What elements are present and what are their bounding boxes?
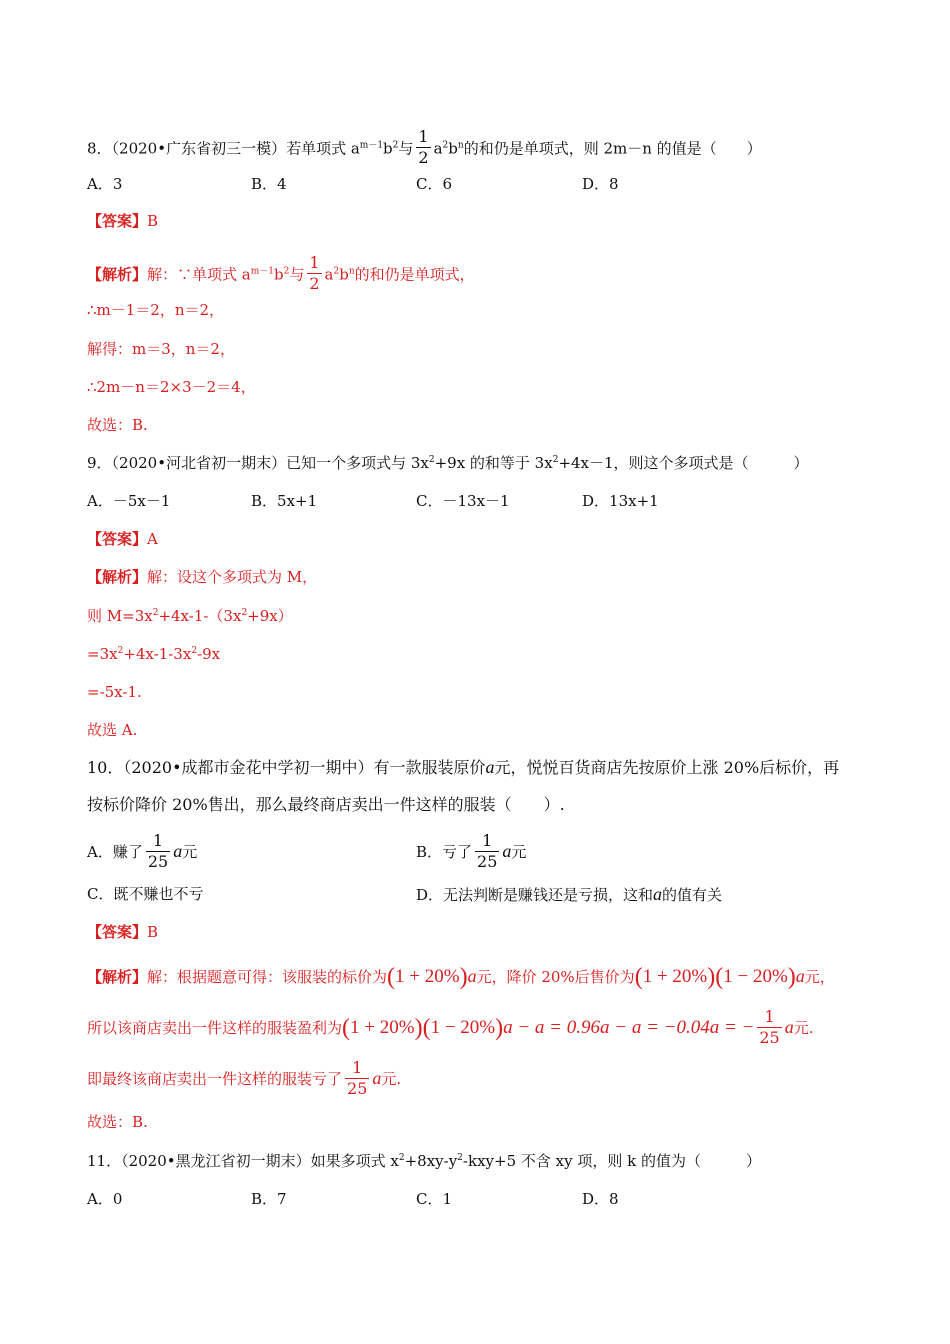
q10-option-d: D．无法判断是赚钱还是亏损，这和a的值有关 bbox=[416, 884, 723, 904]
q8-analysis: 【解析】解：∵单项式 $a^{m-1}b^2$与 $\frac{1}{2}$ $a^2b^n$的和仍是单项式， bbox=[87, 253, 475, 293]
q8-step-2: 解得：m＝3，n＝2， bbox=[87, 340, 235, 358]
q8-step-3: ∴2m－n＝2×3－2＝4， bbox=[87, 378, 256, 396]
q9-option-b: B．5x+1 bbox=[251, 492, 318, 510]
q8-option-c: C．6 bbox=[416, 175, 453, 193]
q10-option-a: A．赚了 $\frac{1}{25}$ a元 bbox=[87, 830, 198, 871]
q10-option-b: B．亏了 $\frac{1}{25}$ a元 bbox=[416, 830, 527, 871]
q8-option-d: D．8 bbox=[582, 175, 619, 193]
q11-option-a: A．0 bbox=[87, 1190, 123, 1208]
q10-analysis-line3: 即最终该商店卖出一件这样的服装亏了 $\frac{1}{25}$ a元. bbox=[87, 1057, 402, 1098]
q10-stem-line2: 按标价降价 20%售出，那么最终商店卖出一件这样的服装（ ）. bbox=[87, 795, 565, 814]
q11-option-b: B．7 bbox=[251, 1190, 287, 1208]
q11-option-c: C．1 bbox=[416, 1190, 453, 1208]
q10-option-c: C．既不赚也不亏 bbox=[87, 885, 204, 903]
q8-answer: 【答案】B bbox=[87, 212, 159, 230]
q9-option-c: C．－13x－1 bbox=[416, 492, 510, 510]
q9-option-a: A．－5x－1 bbox=[87, 492, 171, 510]
q9-analysis: 【解析】解：设这个多项式为 M， bbox=[87, 568, 318, 586]
q9-step-1: 则 $M=3x^2+4x-1-(3x^2+9x)$ bbox=[87, 607, 293, 625]
q11-stem: 11．（2020•黑龙江省初一期末）如果多项式 $x^2+8xy-y^2-kxy+5$ 不含 xy 项，则 k 的值为（ ） bbox=[87, 1152, 761, 1170]
q8-option-a: A．3 bbox=[87, 175, 123, 193]
q8-stem: 8．（2020•广东省初三一模）若单项式 $a^{m-1}b^2$与 $\frac{1}{2}$ $a^2b^n$的和仍是单项式，则 2m－n 的值是（ ） bbox=[87, 127, 762, 167]
q10-answer: 【答案】B bbox=[87, 923, 159, 941]
q8-option-b: B．4 bbox=[251, 175, 287, 193]
q9-conclusion: 故选 A. bbox=[87, 721, 138, 739]
q8-step-1: ∴m－1＝2，n＝2， bbox=[87, 301, 225, 319]
q9-option-d: D．13x+1 bbox=[582, 492, 659, 510]
q9-step-2: $=3x^2+4x-1-3x^2-9x$ bbox=[87, 645, 221, 663]
q10-analysis-line2: 所以该商店卖出一件这样的服装盈利为(1 + 20%)(1 − 20%)a − a = 0.96a − a = −0.04a = − $\frac{1}{25}$ a元. bbox=[87, 1006, 814, 1047]
q9-answer: 【答案】A bbox=[87, 530, 158, 548]
q10-conclusion: 故选：B. bbox=[87, 1113, 148, 1131]
fraction-half: $\frac{1}{2}$ bbox=[418, 127, 429, 167]
q10-analysis-line1: 【解析】解：根据题意可得：该服装的标价为(1 + 20%)a元，降价 20%后售价为(1 + 20%)(1 − 20%)a元， bbox=[87, 964, 835, 990]
q10-stem-line1: 10．（2020•成都市金花中学初一期中）有一款服装原价a元，悦悦百货商店先按原价上涨 20%后标价，再 bbox=[87, 757, 840, 777]
q11-option-d: D．8 bbox=[582, 1190, 619, 1208]
q9-step-3: =-5x-1. bbox=[87, 683, 142, 701]
q9-stem: 9．（2020•河北省初一期末）已知一个多项式与 $3x^2+9x$ 的和等于 $3x^2+4x-1$，则这个多项式是（ ） bbox=[87, 454, 809, 472]
q8-conclusion: 故选：B. bbox=[87, 416, 148, 434]
